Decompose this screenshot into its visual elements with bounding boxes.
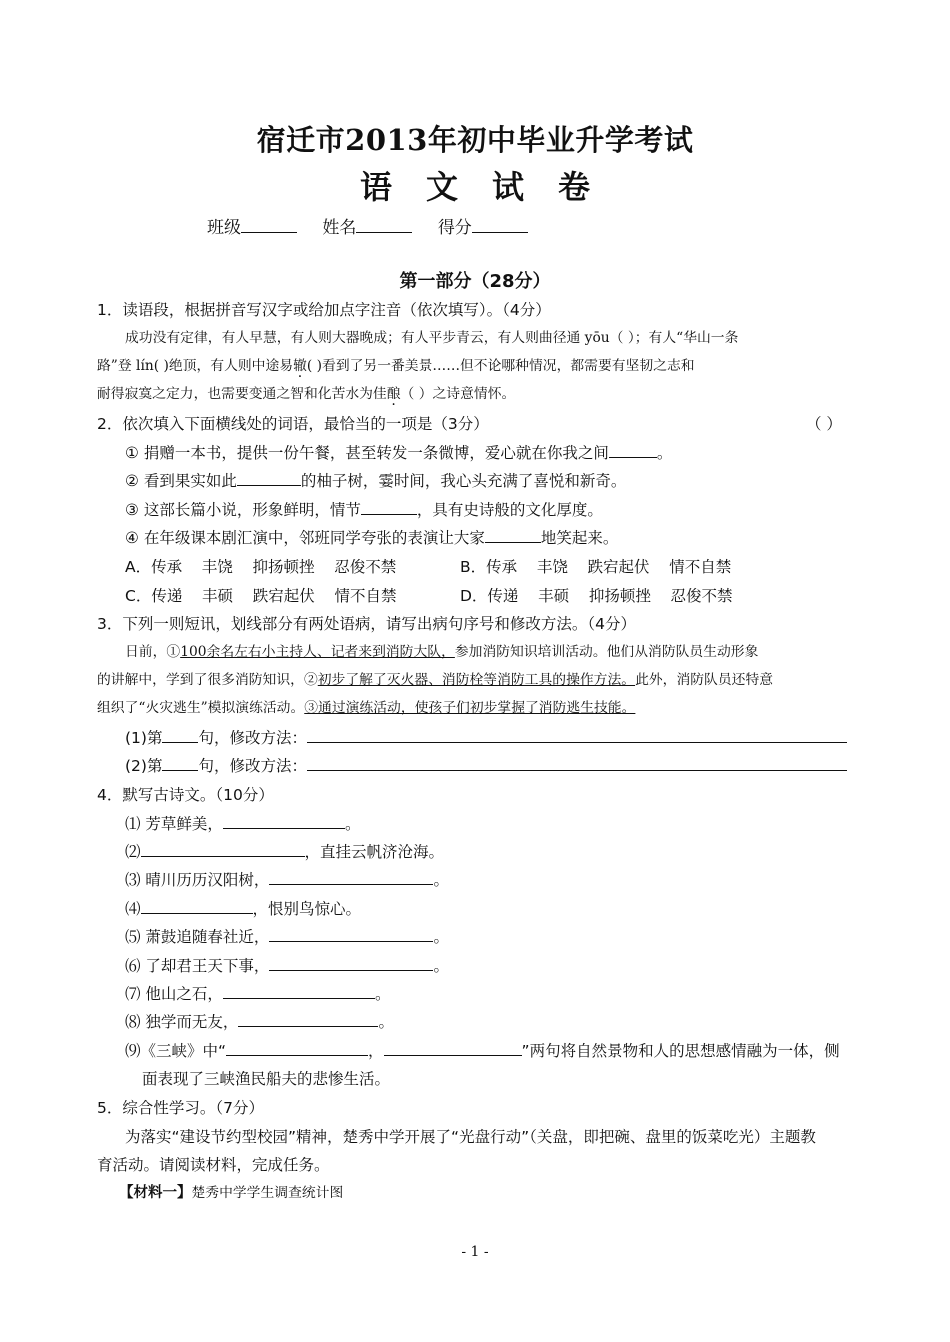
text-fragment: (1)第 xyxy=(125,729,163,747)
subtitle-char: 文 xyxy=(425,168,458,206)
text-fragment: ⑸ 萧鼓追随春社近， xyxy=(125,928,270,946)
fill-blank[interactable] xyxy=(609,442,657,458)
fill-blank[interactable] xyxy=(162,727,198,743)
fill-blank[interactable] xyxy=(162,755,198,771)
dotted-char: 酿 xyxy=(386,386,401,402)
text-fragment: 耐得寂寞之定力，也需要变通之智和化苦水为佳 xyxy=(97,386,387,402)
text-fragment: ⑷ xyxy=(125,900,141,918)
q2-option-c[interactable]: C．传递 丰硕 跌宕起伏 情不自禁 xyxy=(125,587,397,605)
text-fragment: 组织了“火灾逃生”模拟演练活动。 xyxy=(97,700,305,716)
q1-passage-line xyxy=(97,382,515,402)
text-fragment: (2)第 xyxy=(125,757,163,775)
poem-item xyxy=(125,812,360,834)
text-fragment: 。 xyxy=(433,871,449,889)
exam-title: 宿迁市2013年初中毕业升学考试 xyxy=(256,123,694,157)
name-label: 姓名 xyxy=(322,218,357,238)
q5-intro-line: 育活动。请阅读材料，完成任务。 xyxy=(97,1156,330,1174)
underlined-sentence: ③通过演练活动，使孩子们初步掌握了消防逃生技能。 xyxy=(304,700,636,716)
q3-answer-line xyxy=(125,754,847,776)
q3-answer-line xyxy=(125,726,847,748)
text-fragment: 。 xyxy=(344,815,361,833)
text-fragment: ⑼《三峡》中“ xyxy=(125,1042,227,1060)
material-text: 楚秀中学学生调查统计图 xyxy=(191,1185,344,1201)
text-fragment: （ ）之诗意情怀。 xyxy=(400,386,516,402)
text-fragment: ⑺ 他山之石， xyxy=(125,985,223,1003)
fill-blank[interactable] xyxy=(485,527,541,543)
text-fragment: 此外，消防队员还特意 xyxy=(635,672,774,688)
text-fragment: ，恨别鸟惊心。 xyxy=(252,900,362,918)
poem-item xyxy=(125,954,449,976)
subtitle-char: 卷 xyxy=(558,168,591,206)
text-fragment: ⑵ xyxy=(125,843,141,861)
text-fragment: ③ 这部长篇小说，形象鲜明，情节 xyxy=(125,501,361,519)
q1-passage-line xyxy=(97,354,695,374)
q3-stem: 3．下列一则短讯，划线部分有两处语病，请写出病句序号和修改方法。（4分） xyxy=(97,615,636,633)
q5-stem: 5．综合性学习。（7分） xyxy=(97,1099,264,1117)
fill-blank[interactable] xyxy=(269,926,433,942)
poem-item xyxy=(125,840,444,862)
score-label: 得分 xyxy=(437,218,472,238)
q1-stem: 1．读语段，根据拼音写汉字或给加点字注音（依次填写）。（4分） xyxy=(97,301,551,319)
q3-passage-line xyxy=(125,640,758,660)
poem-item xyxy=(125,897,361,919)
q2-sentence xyxy=(125,469,626,491)
q2-stem: 2．依次填入下面横线处的词语，最恰当的一项是（3分） xyxy=(97,415,489,433)
q2-sentence xyxy=(125,498,603,520)
fill-blank[interactable] xyxy=(223,983,375,999)
fill-blank[interactable] xyxy=(223,813,345,829)
fill-blank[interactable] xyxy=(141,898,253,914)
class-blank[interactable] xyxy=(241,216,297,233)
text-fragment: 句，修改方法： xyxy=(198,729,307,747)
text-fragment: ，直挂云帆济沧海。 xyxy=(304,843,445,861)
score-blank[interactable] xyxy=(472,216,528,233)
text-fragment: ⑻ 独学而无友， xyxy=(125,1013,239,1031)
text-fragment: 参加消防知识培训活动。他们从消防队员生动形象 xyxy=(454,644,759,660)
exam-subtitle xyxy=(0,162,950,208)
poem-item xyxy=(125,868,449,890)
name-blank[interactable] xyxy=(356,216,412,233)
text-fragment: 句，修改方法： xyxy=(198,757,307,775)
answer-blank[interactable] xyxy=(307,755,847,771)
underlined-sentence: 100余名左右小主持人、记者来到消防大队， xyxy=(180,644,455,660)
poem-item xyxy=(125,925,449,947)
part-one-title: 第一部分（28分） xyxy=(399,271,551,292)
text-fragment: 的讲解中，学到了很多消防知识，② xyxy=(97,672,318,688)
text-fragment: 。 xyxy=(656,444,673,462)
subtitle-char: 试 xyxy=(492,168,525,206)
fill-blank[interactable] xyxy=(384,1040,522,1056)
fill-blank[interactable] xyxy=(238,1011,378,1027)
text-fragment: ，具有史诗般的文化厚度。 xyxy=(416,501,603,519)
fill-blank[interactable] xyxy=(269,869,433,885)
student-info-line xyxy=(207,213,536,238)
dotted-char: 辙 xyxy=(293,358,307,374)
text-fragment: ⑶ 晴川历历汉阳树， xyxy=(125,871,270,889)
q2-sentence xyxy=(125,441,672,463)
fill-blank[interactable] xyxy=(141,841,305,857)
fill-blank[interactable] xyxy=(361,499,417,515)
q1-passage-line: 成功没有定律，有人早慧，有人则大器晚成；有人平步青云，有人则曲径通 yōu（ ）；有人“华山一条 xyxy=(125,330,739,346)
poem-item-continuation: 面表现了三峡渔民船夫的悲惨生活。 xyxy=(142,1070,391,1088)
q3-passage-line xyxy=(97,668,773,688)
text-fragment: ① 捐赠一本书，提供一份午餐，甚至转发一条微博，爱心就在你我之间 xyxy=(125,444,609,462)
text-fragment: ② 看到果实如此 xyxy=(125,472,237,490)
material-label: 【材料一】 xyxy=(119,1185,192,1201)
q2-option-a[interactable]: A．传承 丰饶 抑扬顿挫 忍俊不禁 xyxy=(125,558,397,576)
q2-sentence xyxy=(125,526,618,548)
q3-passage-line xyxy=(97,696,635,716)
text-fragment: ⑴ 芳草鲜美， xyxy=(125,815,223,833)
page-number: - 1 - xyxy=(461,1244,489,1260)
text-fragment: ⑹ 了却君王天下事， xyxy=(125,957,270,975)
poem-item xyxy=(125,982,390,1004)
poem-item xyxy=(125,1039,840,1061)
fill-blank[interactable] xyxy=(237,470,301,486)
text-fragment: ( )看到了另一番美景……但不论哪种情况，都需要有坚韧之志和 xyxy=(306,358,695,374)
text-fragment: 路”登 lín( )绝顶，有人则中途易 xyxy=(97,358,294,374)
text-fragment: 。 xyxy=(433,928,449,946)
text-fragment: 日前，① xyxy=(125,644,181,660)
q5-intro-line: 为落实“建设节约型校园”精神，楚秀中学开展了“光盘行动”（关盘，即把碗、盘里的饭菜吃光）主题教 xyxy=(125,1128,816,1146)
subtitle-char: 语 xyxy=(359,168,392,206)
q2-option-d[interactable]: D．传递 丰硕 抑扬顿挫 忍俊不禁 xyxy=(460,587,733,605)
text-fragment: 。 xyxy=(433,957,449,975)
text-fragment: 。 xyxy=(378,1013,394,1031)
class-label: 班级 xyxy=(207,218,241,238)
text-fragment: 。 xyxy=(374,985,391,1003)
fill-blank[interactable] xyxy=(269,955,433,971)
q4-stem: 4．默写古诗文。（10分） xyxy=(97,786,274,804)
text-fragment: ， xyxy=(368,1042,384,1060)
text-fragment: ”两句将自然景物和人的思想感情融为一体，侧 xyxy=(521,1042,840,1060)
underlined-sentence: 初步了解了灭火器、消防栓等消防工具的操作方法。 xyxy=(317,672,636,688)
text-fragment: 的柚子树，霎时间，我心头充满了喜悦和新奇。 xyxy=(300,472,627,490)
q2-answer-bracket[interactable]: （ ） xyxy=(806,415,842,433)
q2-option-b[interactable]: B．传承 丰饶 跌宕起伏 情不自禁 xyxy=(460,558,732,576)
fill-blank[interactable] xyxy=(226,1040,368,1056)
text-fragment: ④ 在年级课本剧汇演中，邻班同学夸张的表演让大家 xyxy=(125,529,485,547)
material-one-caption xyxy=(119,1181,343,1202)
answer-blank[interactable] xyxy=(307,727,847,743)
text-fragment: 地笑起来。 xyxy=(540,529,619,547)
poem-item xyxy=(125,1010,394,1032)
